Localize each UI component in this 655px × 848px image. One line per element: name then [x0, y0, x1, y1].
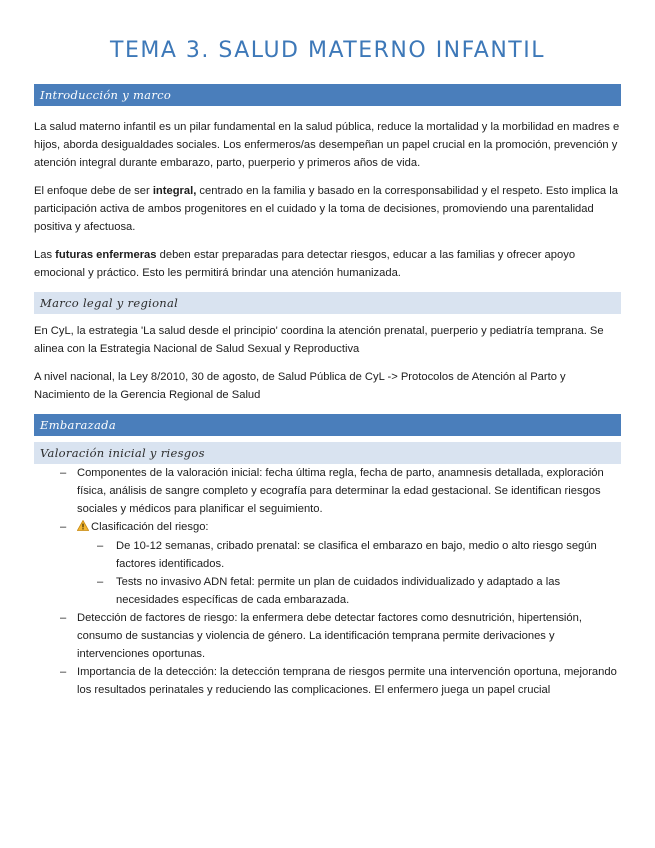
risk-list — [34, 464, 621, 699]
text-run: centrado en la familia y basado en la corresponsabilidad y el respeto. Esto implica la participación activa de ambos progenitores en el cuidado y la toma de decisiones, promoviendo una parentalidad positiva y afectuosa. — [34, 185, 618, 233]
list-item — [60, 518, 621, 609]
text-run: Las — [34, 249, 56, 261]
section-header-embarazada: Embarazada — [34, 414, 621, 436]
bold-term-futuras-enfermeras: futuras enfermeras — [55, 249, 157, 261]
section-header-marco-legal: Marco legal y regional — [34, 292, 621, 314]
text-run: deben estar preparadas para detectar riesgos, educar a las familias y ofrecer apoyo emocional y práctico. Esto les permitirá brindar una atención humanizada. — [34, 249, 576, 279]
sub-list-item: – Tests no invasivo ADN fetal: permite un plan de cuidados individualizado y adaptado a las necesidades específicas de cada embarazada. — [97, 573, 621, 609]
list-item: – Componentes de la valoración inicial: fecha última regla, fecha de parto, anamnesis detallada, exploración física, análisis de sangre completo y ecografía para determinar la edad gestacional. Se identifican riesgos sociales y médicos para planificar el seguimiento. — [60, 464, 621, 518]
list-item: – Importancia de la detección: la detección temprana de riesgos permite una intervención oportuna, mejorando los resultados perinatales y reduciendo las complicaciones. El enfermero juega un papel crucial — [60, 663, 621, 699]
text-run: El enfoque debe de ser — [34, 185, 153, 197]
list-item-label: Clasificación del riesgo: — [91, 521, 209, 533]
legal-paragraph-2: A nivel nacional, la Ley 8/2010, 30 de agosto, de Salud Pública de CyL -> Protocolos de Atención al Parto y Nacimiento de la Gerencia Regional de Salud — [34, 371, 566, 401]
intro-paragraph-3 — [34, 246, 621, 282]
page-title: TEMA 3. SALUD MATERNO INFANTIL — [110, 38, 545, 63]
section-header-introduccion: Introducción y marco — [34, 84, 621, 106]
bold-term-integral: integral, — [152, 185, 197, 197]
subsection-header-valoracion: Valoración inicial y riesgos — [34, 442, 621, 464]
sub-list-item: – De 10-12 semanas, cribado prenatal: se clasifica el embarazo en bajo, medio o alto riesgo según factores identificados. — [97, 537, 621, 573]
intro-paragraph-2 — [34, 182, 621, 236]
risk-sublist — [77, 537, 621, 609]
legal-paragraph-1: En CyL, la estrategia 'La salud desde el principio' coordina la atención prenatal, puerperio y pediatría temprana. Se alinea con la Estrategia Nacional de Salud Sexual y Reproductiva — [34, 325, 604, 355]
intro-paragraph-1: La salud materno infantil es un pilar fundamental en la salud pública, reduce la mortalidad y la morbilidad en madres e hijos, aborda desigualdades sociales. Los enfermeros/as desempeñan un papel crucial en la promoción, prevención y atención integral durante embarazo, parto, puerperio y primeros años de vida. — [34, 121, 620, 169]
warning-icon — [77, 519, 89, 537]
list-item: – Detección de factores de riesgo: la enfermera debe detectar factores como desnutrición, hipertensión, consumo de sustancias y violencia de género. La identificación temprana permite derivaciones y intervenciones oportunas. — [60, 609, 621, 663]
